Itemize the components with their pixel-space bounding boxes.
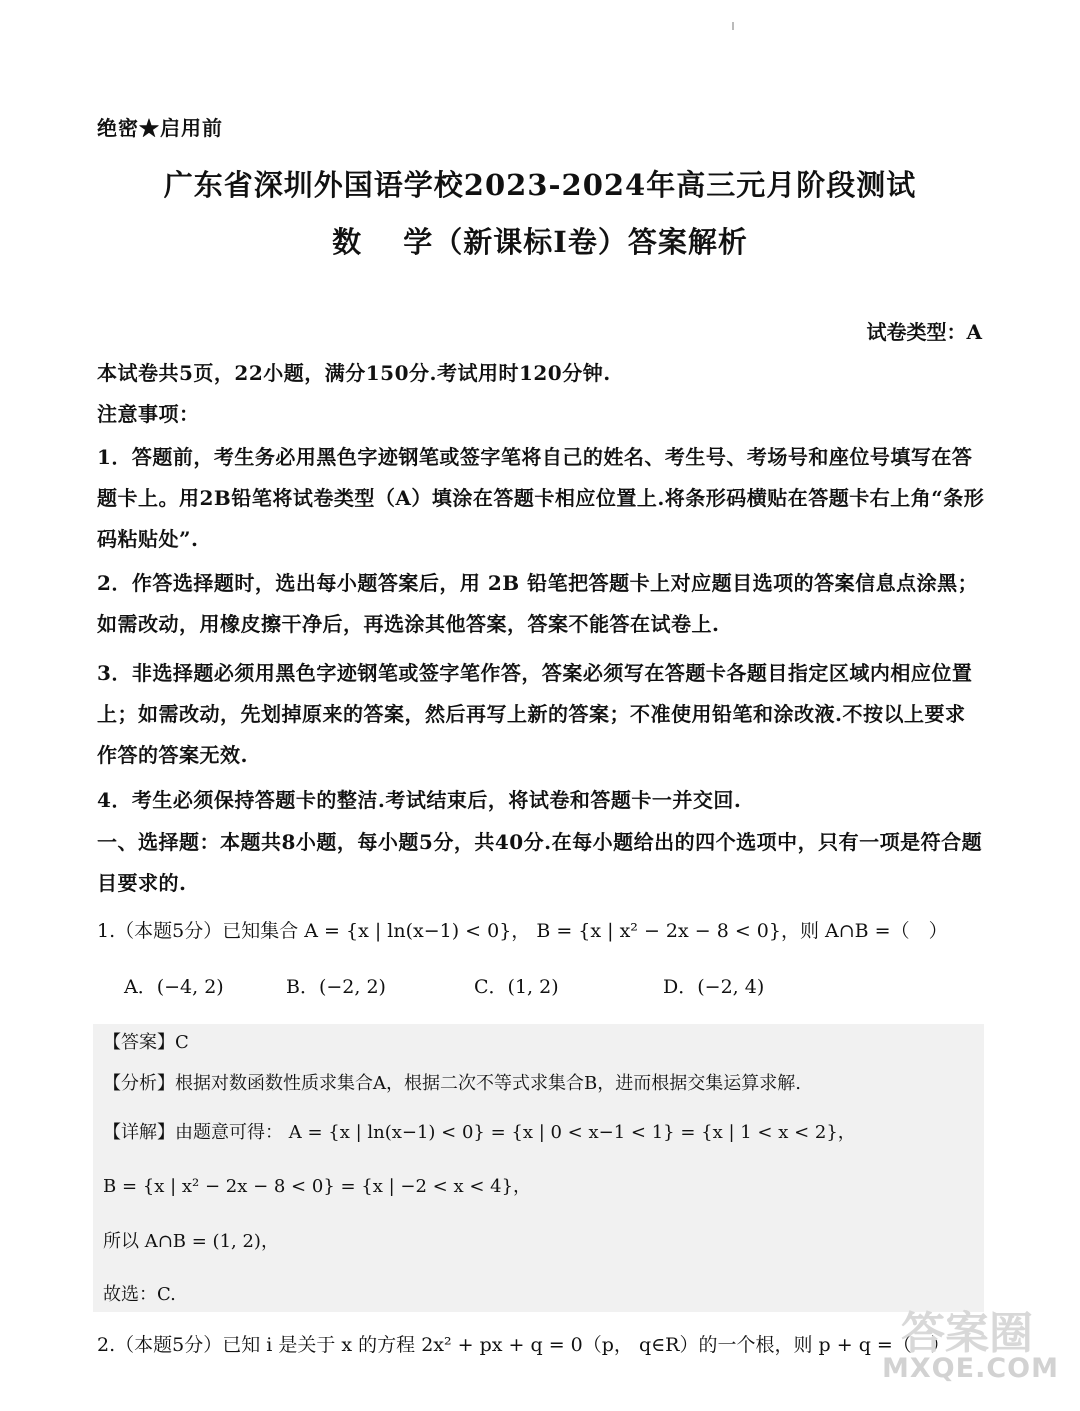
detail-line-2: B = {x | x² − 2x − 8 < 0} = {x | −2 < x < 4}， — [103, 1176, 532, 1197]
detail-line-1: 【详解】由题意可得： A = {x | ln(x−1) < 0} = {x | 0 < x−1 < 1} = {x | 1 < x < 2}， — [103, 1122, 856, 1143]
watermark-logo — [882, 1297, 1059, 1389]
exam-title: 广东省深圳外国语学校2023-2024年高三元月阶段测试 — [163, 168, 917, 202]
watermark-domain: MXQE.COM — [882, 1353, 1059, 1384]
exam-summary: 本试卷共5页，22小题，满分150分.考试用时120分钟. — [97, 361, 611, 385]
question-1-stem: 1.（本题5分）已知集合 A = {x | ln(x−1) < 0}， B = {x | x² − 2x − 8 < 0}，则 A∩B =（ ） — [97, 920, 948, 942]
option-a: A．(−4, 2) — [124, 976, 224, 998]
option-b: B．(−2, 2) — [286, 976, 386, 998]
notice-item-2: 2．作答选择题时，选出每小题答案后，用 2B 铅笔把答题卡上对应题目选项的答案信息点涂黑；如需改动，用橡皮擦干净后，再选涂其他答案，答案不能答在试卷上. — [97, 571, 979, 636]
scan-mark — [732, 22, 734, 30]
notice-title: 注意事项： — [97, 402, 200, 426]
detail-line-3: 所以 A∩B = (1, 2)， — [103, 1231, 279, 1252]
answer-explanation-box — [93, 1024, 984, 1312]
question-2-stem: 2.（本题5分）已知 i 是关于 x 的方程 2x² + px + q = 0（p， q∈R）的一个根，则 p + q =（ ） — [97, 1334, 950, 1356]
notice-item-1: 1．答题前，考生务必用黑色字迹钢笔或签字笔将自己的姓名、考生号、考场号和座位号填写在答题卡上。用2B铅笔将试卷类型（A）填涂在答题卡相应位置上.将条形码横贴在答题卡右上角“条形码粘贴处”. — [97, 445, 985, 551]
notice-item-4: 4．考生必须保持答题卡的整洁.考试结束后，将试卷和答题卡一并交回. — [97, 788, 742, 812]
watermark-text: 答案圈 — [901, 1308, 1033, 1359]
option-c: C．(1, 2) — [474, 976, 559, 998]
exam-subtitle: 数 学（新课标I卷）答案解析 — [332, 225, 748, 259]
answer-line: 【答案】C — [103, 1032, 189, 1053]
analysis-line: 【分析】根据对数函数性质求集合A，根据二次不等式求集合B，进而根据交集运算求解. — [103, 1073, 801, 1094]
detail-line-4: 故选：C. — [103, 1284, 176, 1305]
option-d: D．(−2, 4) — [663, 976, 765, 998]
paper-type-label: 试卷类型：A — [866, 320, 982, 344]
secret-label: 绝密★启用前 — [97, 116, 223, 140]
section-heading: 一、选择题：本题共8小题，每小题5分，共40分.在每小题给出的四个选项中，只有一项是符合题目要求的. — [97, 830, 983, 895]
notice-item-3: 3．非选择题必须用黑色字迹钢笔或签字笔作答，答案必须写在答题卡各题目指定区域内相应位置上；如需改动，先划掉原来的答案，然后再写上新的答案；不准使用铅笔和涂改液.不按以上要求作答的答案无效. — [97, 661, 973, 767]
